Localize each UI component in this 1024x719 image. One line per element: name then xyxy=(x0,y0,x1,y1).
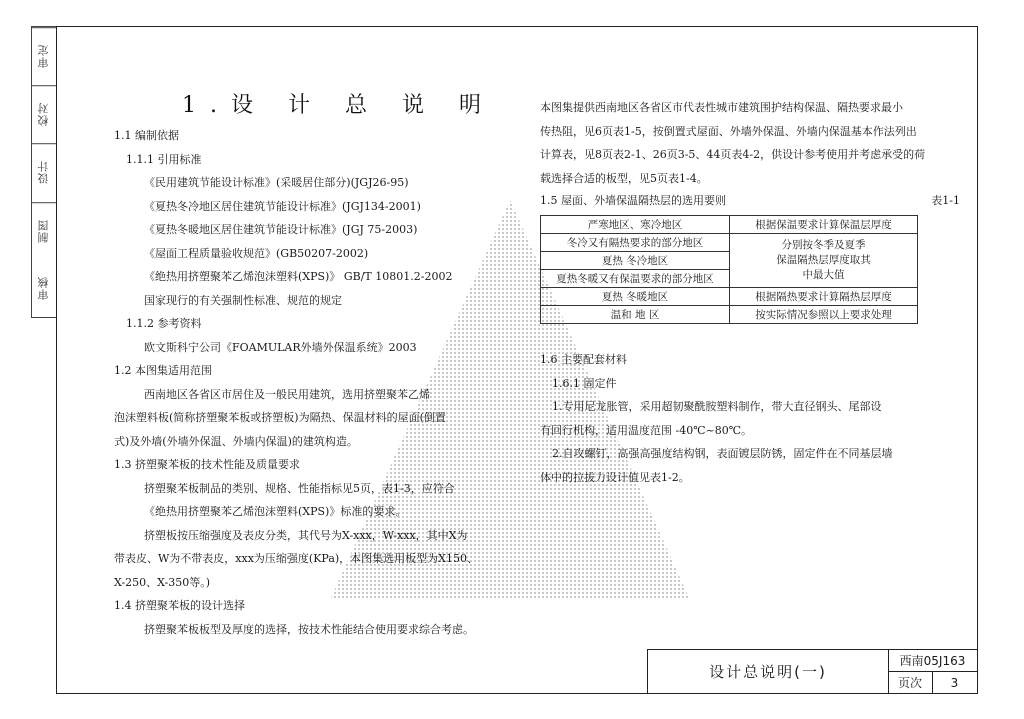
side-cell-draw: 制图 xyxy=(32,202,56,260)
table-caption-text: 1.5 屋面、外墙保温隔热层的选用要则 xyxy=(540,194,726,207)
paragraph-line: X-250、X-350等。) xyxy=(114,575,211,589)
section-heading: 1.6 主要配套材料 xyxy=(540,353,627,366)
atlas-code: 西南05J163 xyxy=(888,650,977,672)
table-cell: 夏热冬暖又有保温要求的部分地区 xyxy=(541,270,730,288)
paragraph-line: 带表皮、W为不带表皮，xxx为压缩强度(KPa)，本图集选用板型为X150、 xyxy=(114,552,479,565)
table-caption xyxy=(540,192,960,208)
reference-item: 欧文斯科宁公司《FOAMULAR外墙外保温系统》2003 xyxy=(144,340,417,354)
paragraph-line: 西南地区各省区市居住及一般民用建筑，选用挤塑聚苯乙烯 xyxy=(144,387,430,401)
table-row xyxy=(541,288,918,306)
side-cell-review: 审核 xyxy=(37,276,50,301)
table-cell: 严寒地区、寒冷地区 xyxy=(541,216,730,234)
section-heading: 1.4 挤塑聚苯板的设计选择 xyxy=(114,599,245,612)
table-cell: 冬冷又有隔热要求的部分地区 xyxy=(541,234,730,252)
side-cell-design: 设计 xyxy=(32,143,56,201)
paragraph-line: 泡沫塑料板(简称挤塑聚苯板或挤塑板)为隔热、保温材料的屋面(倒置 xyxy=(114,411,446,424)
paragraph-line: 式)及外墙(外墙外保温、外墙内保温)的建筑构造。 xyxy=(114,434,358,448)
paragraph-line: 载选择合适的板型，见5页表1-4。 xyxy=(540,171,708,185)
page-number: 3 xyxy=(950,675,959,690)
section-heading: 1.2 本图集适用范围 xyxy=(114,364,212,377)
subsection-heading: 1.1.2 参考资料 xyxy=(126,317,202,330)
table-row xyxy=(541,216,918,234)
table-cell: 温和 地 区 xyxy=(541,306,730,324)
table-cell: 根据保温要求计算保温层厚度 xyxy=(730,216,918,234)
paragraph-line: 《绝热用挤塑聚苯乙烯泡沫塑料(XPS)》标准的要求。 xyxy=(144,505,407,518)
table-number: 表1-1 xyxy=(931,194,960,207)
table-cell: 根据隔热要求计算隔热层厚度 xyxy=(730,288,918,306)
left-column xyxy=(114,124,534,641)
table-row xyxy=(541,234,918,252)
standard-item: 《夏热冬冷地区居住建筑节能设计标准》(JGJ134-2001) xyxy=(144,199,421,213)
standard-item: 国家现行的有关强制性标准、规范的规定 xyxy=(144,293,342,307)
side-cell-approve: 审定 xyxy=(32,27,56,85)
page-label: 页次 xyxy=(888,672,933,693)
paragraph-line: 挤塑板按压缩强度及表皮分类，其代号为X-xxx，W-xxx，其中X为 xyxy=(144,528,468,542)
section-heading: 1.1 编制依据 xyxy=(114,129,179,142)
paragraph-line: 1.专用尼龙胀管，采用超韧聚酰胺塑料制作，带大直径钢头、尾部设 xyxy=(552,400,882,413)
table-cell: 按实际情况参照以上要求处理 xyxy=(730,306,918,324)
page-title: 1.设 计 总 说 明 xyxy=(182,93,495,118)
merged-line: 保温隔热层厚度取其 xyxy=(776,254,871,266)
subsection-heading: 1.1.1 引用标准 xyxy=(126,152,202,166)
paragraph-line: 传热阻，见6页表1-5，按倒置式屋面、外墙外保温、外墙内保温基本作法列出 xyxy=(540,124,917,138)
paragraph-line: 本图集提供西南地区各省区市代表性城市建筑围护结构保温、隔热要求最小 xyxy=(540,101,903,114)
drawing-name: 设计总说明(一) xyxy=(648,650,889,693)
paragraph-line: 2.自攻螺钉，高强高强度结构钢，表面镀层防锈，固定件在不同基层墙 xyxy=(552,447,893,460)
standard-item: 《屋面工程质量验收规范》(GB50207-2002) xyxy=(144,246,369,260)
standard-item: 《夏热冬暖地区居住建筑节能设计标准》(JGJ 75-2003) xyxy=(144,223,418,236)
title-block xyxy=(647,649,977,693)
paragraph-line: 挤塑聚苯板制品的类别、规格、性能指标见5页，表1-3，应符合 xyxy=(144,481,455,495)
paragraph-line: 有回行机构，适用温度范围 -40℃~80℃。 xyxy=(540,423,753,437)
paragraph-line: 体中的拉拔力设计值见表1-2。 xyxy=(540,470,690,484)
side-cell-check: 校对 xyxy=(32,85,56,143)
standard-item: 《民用建筑节能设计标准》(采暖居住部分)(JGJ26-95) xyxy=(144,176,409,189)
insulation-selection-table xyxy=(540,215,918,324)
paragraph-line: 挤塑聚苯板板型及厚度的选择，按技术性能结合使用要求综合考虑。 xyxy=(144,622,474,636)
right-column xyxy=(540,96,970,190)
table-row xyxy=(541,306,918,324)
table-cell: 夏热 冬暖地区 xyxy=(541,288,730,306)
merged-line: 中最大值 xyxy=(802,269,845,281)
materials-section xyxy=(540,348,970,489)
merged-line: 分别按冬季及夏季 xyxy=(781,239,866,251)
subsection-heading: 1.6.1 固定件 xyxy=(552,376,617,390)
paragraph-line: 计算表，见8页表2-1、26页3-5、44页表4-2，供设计参考使用并考虑承受的荷 xyxy=(540,148,926,161)
signature-strip xyxy=(31,26,57,318)
table-cell-merged xyxy=(730,234,918,288)
section-heading: 1.3 挤塑聚苯板的技术性能及质量要求 xyxy=(114,458,300,471)
standard-item: 《绝热用挤塑聚苯乙烯泡沫塑料(XPS)》 GB/T 10801.2-2002 xyxy=(144,270,453,283)
table-cell: 夏热 冬冷地区 xyxy=(541,252,730,270)
